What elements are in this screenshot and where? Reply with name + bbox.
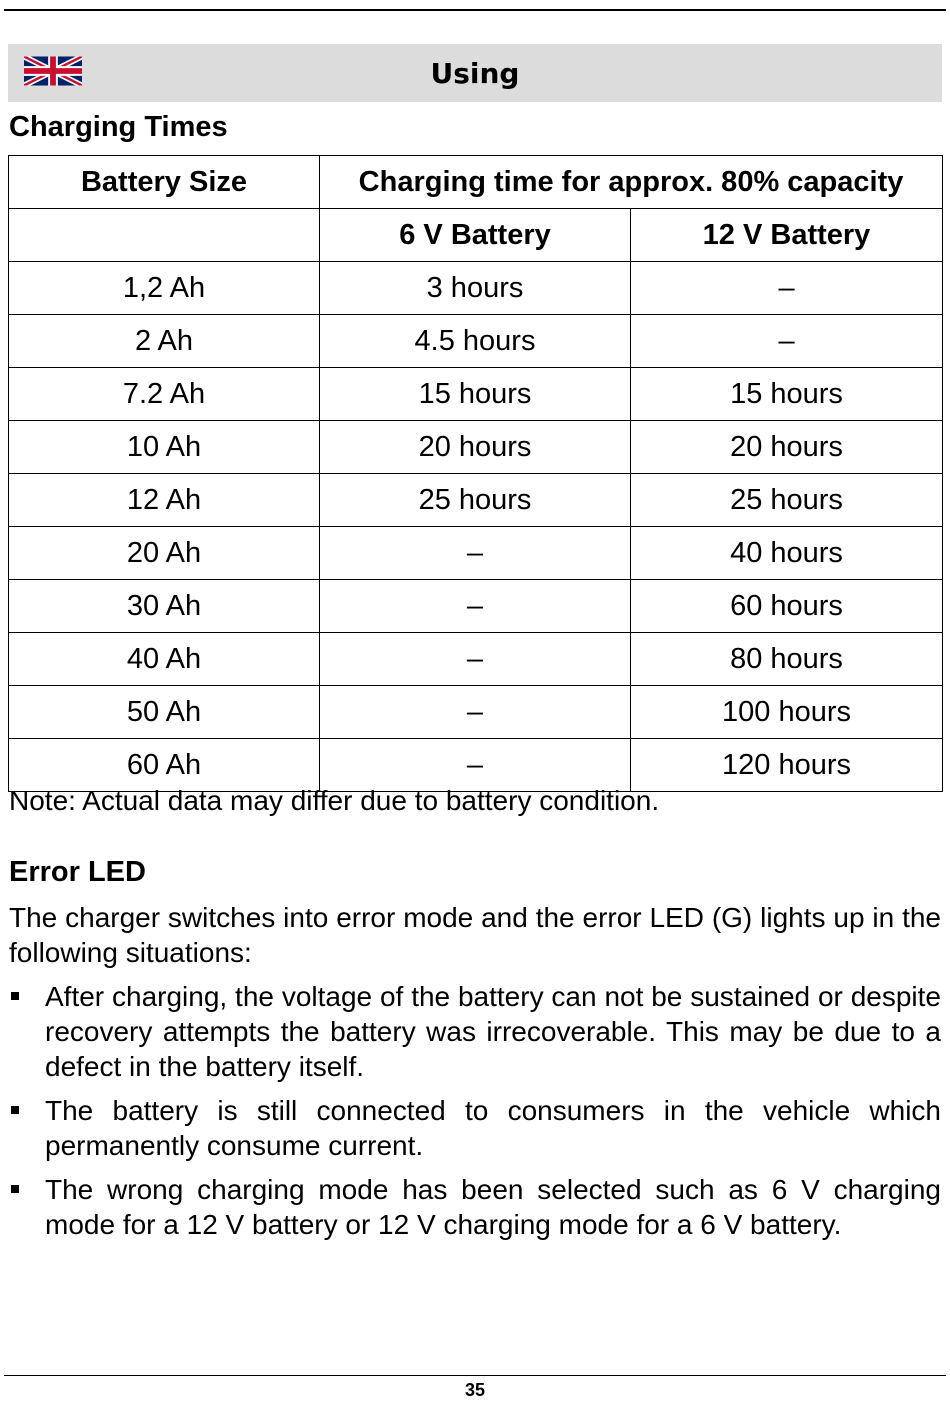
section-header-bar (8, 44, 942, 102)
top-rule (4, 9, 946, 11)
bottom-rule (4, 1375, 946, 1376)
column-header-charging-time: Charging time for approx. 80% capacity (320, 156, 943, 209)
cell-battery-size: 1,2 Ah (9, 262, 320, 315)
table-header-row (9, 156, 943, 209)
cell-battery-size: 50 Ah (9, 686, 320, 739)
table-row (9, 474, 943, 527)
table-row (9, 686, 943, 739)
table-row (9, 580, 943, 633)
cell-battery-size: 12 Ah (9, 474, 320, 527)
cell-12v-time: – (631, 262, 943, 315)
cell-battery-size: 2 Ah (9, 315, 320, 368)
table-row (9, 368, 943, 421)
bullet-text: The wrong charging mode has been selected such as 6 V charging mode for a 12 V battery or 12 V charging mode for a 6 V battery. (45, 1174, 941, 1240)
cell-12v-time: 40 hours (631, 527, 943, 580)
cell-battery-size: 10 Ah (9, 421, 320, 474)
column-header-battery-size: Battery Size (9, 156, 320, 209)
table-row (9, 633, 943, 686)
cell-12v-time: 15 hours (631, 368, 943, 421)
error-led-bullet-list (9, 979, 941, 1251)
cell-6v-time: 25 hours (320, 474, 631, 527)
cell-battery-size: 40 Ah (9, 633, 320, 686)
bullet-text: After charging, the voltage of the battery can not be sustained or despite recovery attempts the battery was irrecoverable. This may be due to a defect in the battery itself. (45, 981, 941, 1082)
cell-12v-time: 60 hours (631, 580, 943, 633)
subheader-empty (9, 209, 320, 262)
list-item (9, 979, 941, 1084)
cell-12v-time: 20 hours (631, 421, 943, 474)
list-item (9, 1172, 941, 1242)
cell-battery-size: 60 Ah (9, 739, 320, 792)
cell-12v-time: – (631, 315, 943, 368)
table-subheader-row (9, 209, 943, 262)
list-item (9, 1093, 941, 1163)
bullet-square-icon (11, 1185, 19, 1193)
cell-6v-time: – (320, 686, 631, 739)
cell-6v-time: 15 hours (320, 368, 631, 421)
cell-6v-time: – (320, 527, 631, 580)
cell-12v-time: 120 hours (631, 739, 943, 792)
bullet-text: The battery is still connected to consumers in the vehicle which permanently consume current. (45, 1095, 941, 1161)
bullet-square-icon (11, 1106, 19, 1114)
cell-12v-time: 25 hours (631, 474, 943, 527)
table-row (9, 527, 943, 580)
cell-6v-time: 3 hours (320, 262, 631, 315)
page-number: 35 (464, 1380, 486, 1400)
cell-6v-time: 4.5 hours (320, 315, 631, 368)
header-title: Using (430, 57, 520, 90)
table-row (9, 262, 943, 315)
subheader-6v-battery: 6 V Battery (320, 209, 631, 262)
cell-6v-time: 20 hours (320, 421, 631, 474)
error-led-title: Error LED (9, 856, 146, 888)
cell-battery-size: 7.2 Ah (9, 368, 320, 421)
error-led-intro: The charger switches into error mode and the error LED (G) lights up in the following situations: (9, 902, 941, 968)
cell-6v-time: – (320, 633, 631, 686)
subheader-12v-battery: 12 V Battery (631, 209, 943, 262)
cell-battery-size: 20 Ah (9, 527, 320, 580)
charging-times-title: Charging Times (9, 111, 228, 143)
table-row (9, 739, 943, 792)
table-row (9, 315, 943, 368)
table-row (9, 421, 943, 474)
charging-times-table (8, 155, 943, 792)
cell-6v-time: – (320, 739, 631, 792)
cell-battery-size: 30 Ah (9, 580, 320, 633)
bullet-square-icon (11, 992, 19, 1000)
table-note: Note: Actual data may differ due to battery condition. (9, 785, 660, 816)
cell-12v-time: 80 hours (631, 633, 943, 686)
cell-12v-time: 100 hours (631, 686, 943, 739)
cell-6v-time: – (320, 580, 631, 633)
